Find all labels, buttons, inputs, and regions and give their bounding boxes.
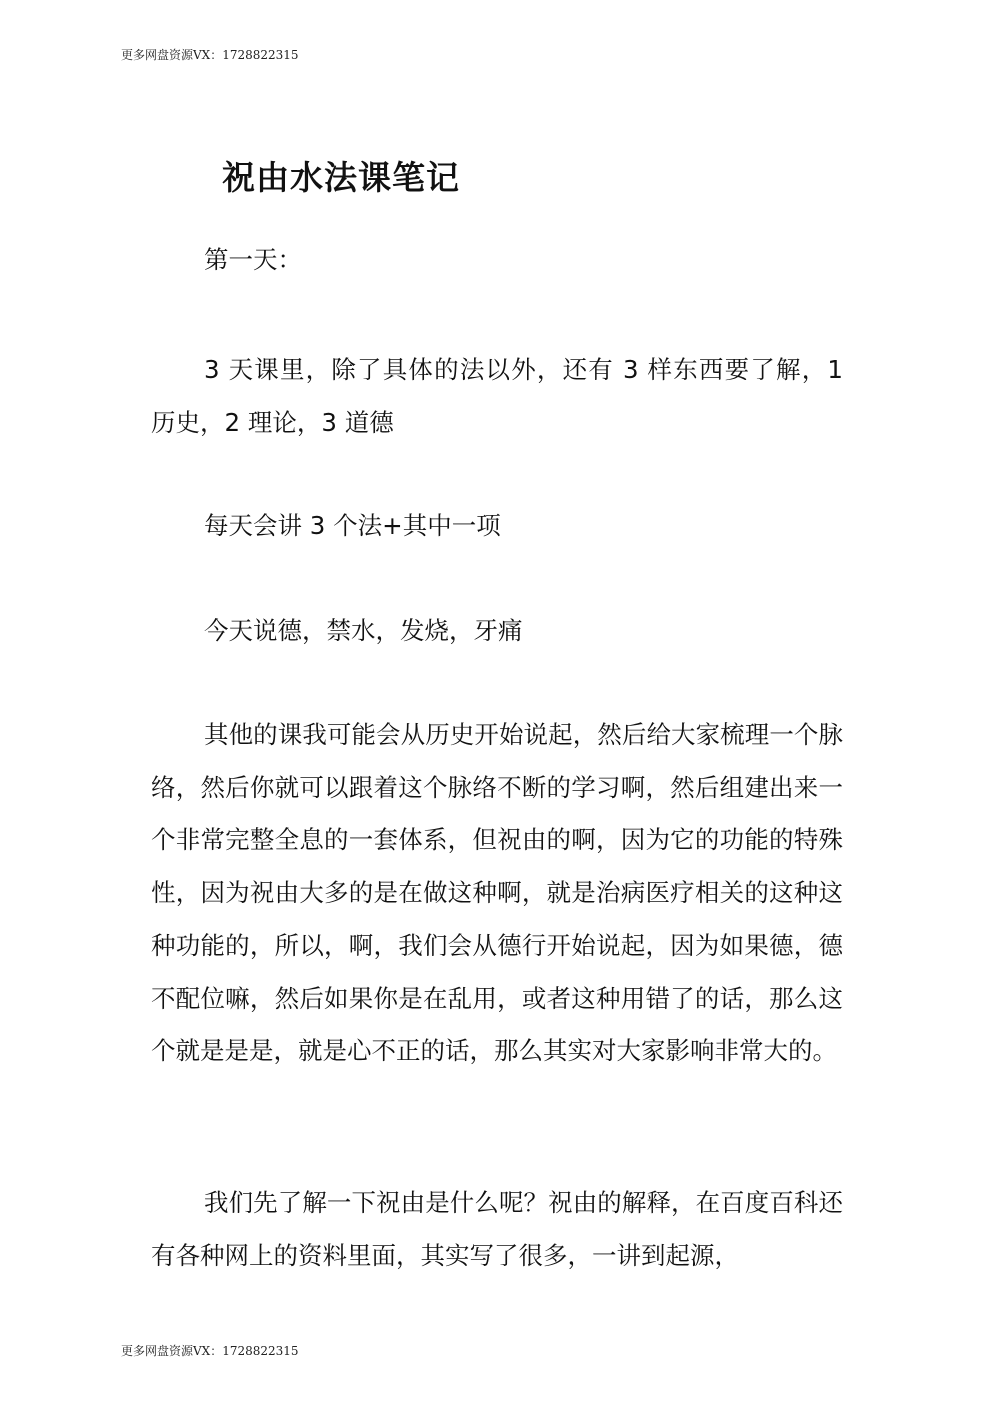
paragraph-daily-plan: 每天会讲 3 个法+其中一项 bbox=[204, 511, 501, 540]
paragraph-morality-intro: 其他的课我可能会从历史开始说起，然后给大家梳理一个脉络，然后你就可以跟着这个脉络不断的学习啊，然后组建出来一个非常完整全息的一套体系，但祝由的啊，因为它的功能的特殊性，因为祝由大多的是在做这种啊，就是治病医疗相关的这种这种功能的，所以，啊，我们会从德行开始说起，因为如果德，德不配位嘛，然后如果你是在乱用，或者这种用错了的话，那么这个就是是是，就是心不正的话，那么其实对大家影响非常大的。 bbox=[151, 720, 843, 1066]
paragraph-zhuyou-definition: 我们先了解一下祝由是什么呢？祝由的解释，在百度百科还有各种网上的资料里面，其实写了很多，一讲到起源， bbox=[151, 1188, 843, 1270]
paragraph-course-overview: 3 天课里，除了具体的法以外，还有 3 样东西要了解，1 历史，2 理论，3 道德 bbox=[151, 355, 843, 437]
document-title: 祝由水法课笔记 bbox=[222, 158, 460, 197]
paragraph-day-one: 第一天： bbox=[204, 245, 302, 274]
paragraph-today-topics: 今天说德，禁水，发烧，牙痛 bbox=[204, 616, 523, 645]
header-watermark-text: 更多网盘资源VX：1728822315 bbox=[121, 48, 299, 62]
footer-watermark-text: 更多网盘资源VX：1728822315 bbox=[121, 1344, 299, 1358]
